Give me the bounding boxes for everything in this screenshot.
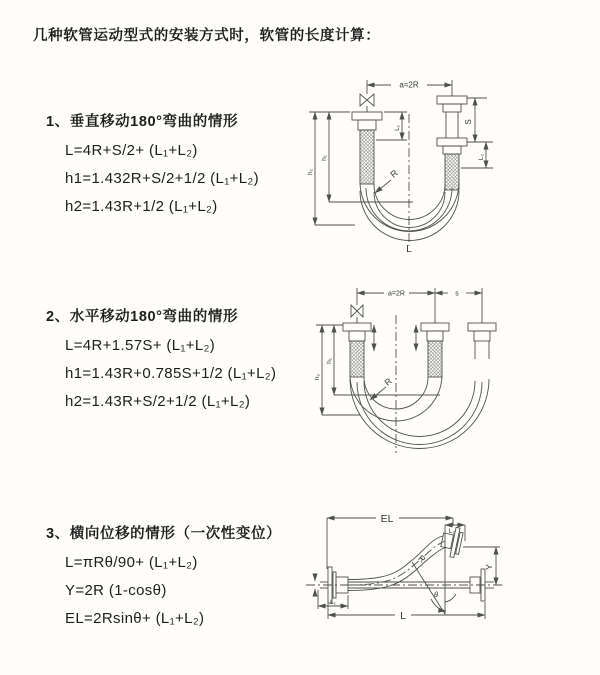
diagram-vertical-180-bend — [303, 70, 568, 255]
diagram-linework — [309, 80, 493, 246]
diagram-horizontal-180-bend — [312, 285, 512, 460]
dim-fitting-left-label: L₁ — [330, 599, 336, 606]
dim-span-label: a=2R — [388, 290, 405, 298]
dim-radius-label: R — [388, 167, 400, 180]
dim-height-outer-label: h₂ — [314, 373, 321, 381]
dim-height-inner-label: h₁ — [326, 358, 333, 364]
formula-line: L=4R+1.57S+ (L₁+L₂) — [65, 337, 216, 354]
hose-u-bend — [350, 375, 489, 449]
dim-offset-label: Y — [484, 564, 494, 570]
dim-extended-length-label: EL — [380, 513, 394, 525]
left-fitting — [352, 112, 382, 184]
valve-icon — [351, 305, 363, 317]
section-2-heading: 2、水平移动180°弯曲的情形 — [46, 309, 239, 325]
section-horizontal-180 — [46, 305, 276, 421]
hose-u-bend — [360, 182, 459, 241]
formula-line: EL=2Rsinθ+ (L₁+L₂) — [65, 610, 205, 627]
diagram-linework — [316, 288, 496, 453]
right-fitting — [437, 96, 467, 190]
formula-line: L=πRθ/90+ (L₁+L₂) — [65, 554, 198, 571]
dim-length-label: L — [406, 244, 412, 255]
diagram-labels — [330, 513, 494, 622]
formula-line: h2=1.43R+1/2 (L₁+L₂) — [65, 198, 218, 215]
dim-shift-label: s — [455, 290, 459, 298]
left-fitting — [343, 323, 371, 377]
dim-radius-label: R — [416, 552, 428, 565]
dim-height-outer-label: h₂ — [307, 168, 314, 176]
section-1-heading: 1、垂直移动180°弯曲的情形 — [46, 114, 239, 130]
formula-line: L=4R+S/2+ (L₁+L₂) — [65, 142, 198, 159]
valve-icon — [360, 94, 374, 106]
dim-radius-label: R — [382, 375, 394, 388]
formula-line: Y=2R (1-cosθ) — [65, 582, 167, 599]
section-3-heading: 3、横向位移的情形（一次性变位） — [46, 526, 282, 542]
section-vertical-180 — [46, 110, 259, 226]
dim-fitting-right-label: L₂ — [448, 528, 456, 535]
middle-fitting — [421, 323, 449, 377]
dim-fitting-left-label: L₁ — [394, 125, 401, 131]
dim-travel-label: S — [464, 119, 473, 125]
dim-height-inner-label: h₁ — [321, 155, 328, 161]
section-lateral-displacement — [46, 522, 281, 638]
shifted-fitting — [468, 323, 496, 359]
diagram-lateral-displacement — [298, 505, 508, 645]
formula-line: h1=1.43R+0.785S+1/2 (L₁+L₂) — [65, 365, 277, 382]
page-title: 几种软管运动型式的安装方式时，软管的长度计算： — [33, 28, 381, 44]
dim-span-label: a=2R — [399, 80, 419, 90]
formula-line: h2=1.43R+S/2+1/2 (L₁+L₂) — [65, 393, 251, 410]
dim-fitting-right-label: L₂ — [478, 153, 485, 161]
dim-angle-label: θ — [433, 590, 439, 599]
dim-length-label: L — [400, 610, 406, 622]
formula-line: h1=1.432R+S/2+1/2 (L₁+L₂) — [65, 170, 259, 187]
